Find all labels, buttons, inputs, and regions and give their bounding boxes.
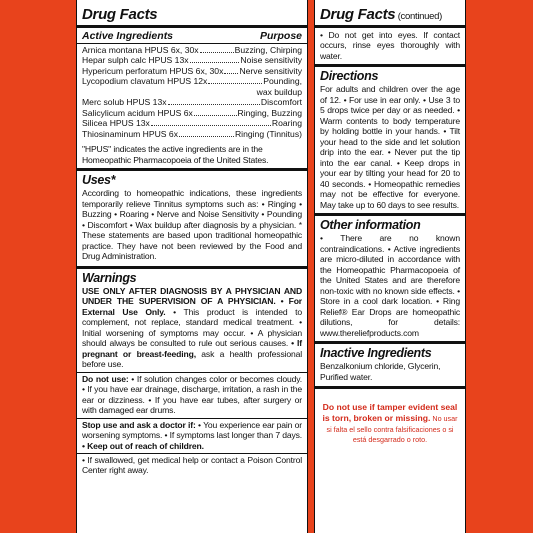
leader-dots bbox=[200, 52, 234, 53]
ingredient-name: Merc solub HPUS 13x bbox=[82, 97, 167, 108]
ingredient-row bbox=[77, 76, 307, 86]
tamper-notice-spanish: No usar si falta el sello contra falsificaciones o si está desgarrado o roto. bbox=[326, 413, 458, 445]
keep-out-of-reach: • Keep out of reach of children. bbox=[82, 440, 204, 451]
ingredient-name: Hypericum perforatum HPUS 6x, 30x bbox=[82, 65, 224, 76]
ingredient-row bbox=[77, 66, 307, 76]
stop-use-body: • You experience ear pain or worsening symptoms. • If symptoms last longer than 7 days. bbox=[82, 419, 302, 441]
ingredient-name: Thiosinaminum HPUS 6x bbox=[82, 128, 178, 139]
ingredient-name: Salicylicum acidum HPUS 6x bbox=[82, 107, 193, 118]
active-ingredients-header bbox=[77, 28, 307, 44]
other-information-heading: Other information bbox=[320, 218, 421, 233]
directions-heading: Directions bbox=[320, 69, 379, 84]
ingredient-purpose-continued: wax buildup bbox=[256, 86, 302, 97]
leader-dots bbox=[194, 115, 237, 116]
inactive-ingredients-heading: Inactive Ingredients bbox=[320, 346, 432, 361]
uses-heading: Uses* bbox=[82, 173, 116, 188]
ingredient-purpose: Noise sensitivity bbox=[240, 55, 302, 66]
stop-use-text bbox=[77, 419, 307, 451]
continued-label: (continued) bbox=[395, 11, 442, 22]
warnings-main-text bbox=[77, 286, 307, 370]
leader-dots bbox=[151, 125, 271, 126]
ingredient-row bbox=[77, 97, 307, 107]
drug-facts-panel-right bbox=[314, 0, 466, 533]
drug-facts-panel-left bbox=[76, 0, 308, 533]
uses-text: According to homeopathic indications, these ingredients temporarily relieve Tinnitus symptoms such as: • Ringing • Buzzing • Roaring • Nerve and Noise Sensitivity • Pounding • Discomfort • Wax buildup after diagnosis by a physician. * These statements are based upon traditional homeopathic practice. They have not been reviewed by the Food and Drug Administration. bbox=[82, 188, 302, 262]
leader-dots bbox=[168, 104, 260, 105]
warnings-pregnant-bold: • If pregnant or breast-feeding, bbox=[82, 338, 302, 359]
stop-use-label: Stop use and ask a doctor if: bbox=[82, 419, 196, 430]
leader-dots bbox=[190, 62, 240, 63]
directions-text: For adults and children over the age of 12. • For use in ear only. • Use 3 to 5 drops twice per day or as needed. • Warm contents to body temperature by holding bottle in your hands. • Tilt your head to the side and let solution drip into the ear. • Never put the tip into the ear canal. • Keep drops in your ear by tilting your head for 20 to 40 seconds. • Homeopathic remedies may not be effective for everyone. May take up to 60 days to see results. bbox=[320, 84, 460, 210]
leader-dots bbox=[224, 73, 238, 74]
ingredient-row bbox=[77, 45, 307, 55]
ingredient-purpose: Ringing (Tinnitus) bbox=[234, 128, 302, 139]
drug-facts-continued-title bbox=[315, 0, 465, 28]
ingredient-row bbox=[77, 108, 307, 118]
purpose-heading: Purpose bbox=[259, 30, 302, 42]
do-not-use-label: Do not use: bbox=[82, 373, 129, 384]
active-ingredients-heading: Active Ingredients bbox=[82, 30, 174, 42]
do-not-use-text bbox=[77, 373, 307, 416]
ingredient-name: Arnica montana HPUS 6x, 30x bbox=[82, 45, 199, 55]
ingredient-row bbox=[77, 118, 307, 128]
ingredient-row bbox=[77, 129, 307, 139]
drug-facts-title-right: Drug Facts bbox=[320, 6, 396, 23]
do-not-use-body: • If solution changes color or becomes cloudy. • If you have ear drainage, discharge, irritation, a rash in the ear or dizziness. • If you have ear tubes, after surgery or with damaged ear drums. bbox=[82, 373, 302, 416]
warnings-diagnosis-bold: USE ONLY AFTER DIAGNOSIS BY A PHYSICIAN AND UNDER THE SUPERVISION OF A PHYSICIAN. • For External Use Only. bbox=[82, 285, 302, 317]
ingredient-purpose: Buzzing, Chirping bbox=[234, 45, 302, 55]
hpus-note: "HPUS" indicates the active ingredients are in the Homeopathic Pharmacopoeia of the United States. bbox=[82, 144, 269, 165]
ingredient-purpose: Discomfort bbox=[260, 97, 302, 108]
swallowed-text: • If swallowed, get medical help or contact a Poison Control Center right away. bbox=[82, 454, 302, 476]
tamper-notice-english: Do not use if tamper evident seal is torn, broken or missing. bbox=[322, 402, 458, 423]
ingredient-name: Hepar sulph calc HPUS 13x bbox=[82, 55, 189, 66]
ingredient-list bbox=[77, 44, 307, 139]
ingredient-purpose: Ringing, Buzzing bbox=[237, 107, 302, 118]
ingredient-purpose: Nerve sensitivity bbox=[239, 65, 302, 76]
other-information-text: • There are no known contraindications. • Active ingredients are micro-diluted in accordance with the Homeopathic Pharmacopoeia of the United States and are therefore non-toxic with no known side effects. • Store in a cool dark location. • Ring Relief® Ear Drops are homeopathic dilutions, for details: www.thereliefproducts.com bbox=[320, 233, 460, 338]
inactive-ingredients-text: Benzalkonium chloride, Glycerin, Purified water. bbox=[320, 361, 441, 382]
warnings-heading: Warnings bbox=[82, 270, 137, 285]
warnings-ask-text: ask a health professional before use. bbox=[82, 348, 302, 370]
ingredient-row bbox=[77, 55, 307, 65]
eyes-warning-text: • Do not get into eyes. If contact occurs, rinse eyes thoroughly with water. bbox=[320, 30, 460, 61]
section-divider bbox=[315, 386, 465, 389]
warnings-complement-text: • This product is intended to complement, not replace, standard medical treatment. • Initial worsening of symptoms may occur. • A physician should always be consulted to rule out serious causes. bbox=[82, 306, 302, 349]
drug-facts-title: Drug Facts bbox=[77, 0, 307, 28]
ingredient-purpose: Pounding, bbox=[263, 76, 302, 87]
leader-dots bbox=[208, 83, 262, 84]
ingredient-name: Lycopodium clavatum HPUS 12x bbox=[82, 76, 208, 87]
leader-dots bbox=[179, 136, 234, 137]
ingredient-name: Silicea HPUS 13x bbox=[82, 118, 150, 129]
tamper-seal-notice bbox=[315, 399, 465, 445]
ingredient-purpose: Roaring bbox=[271, 118, 302, 129]
